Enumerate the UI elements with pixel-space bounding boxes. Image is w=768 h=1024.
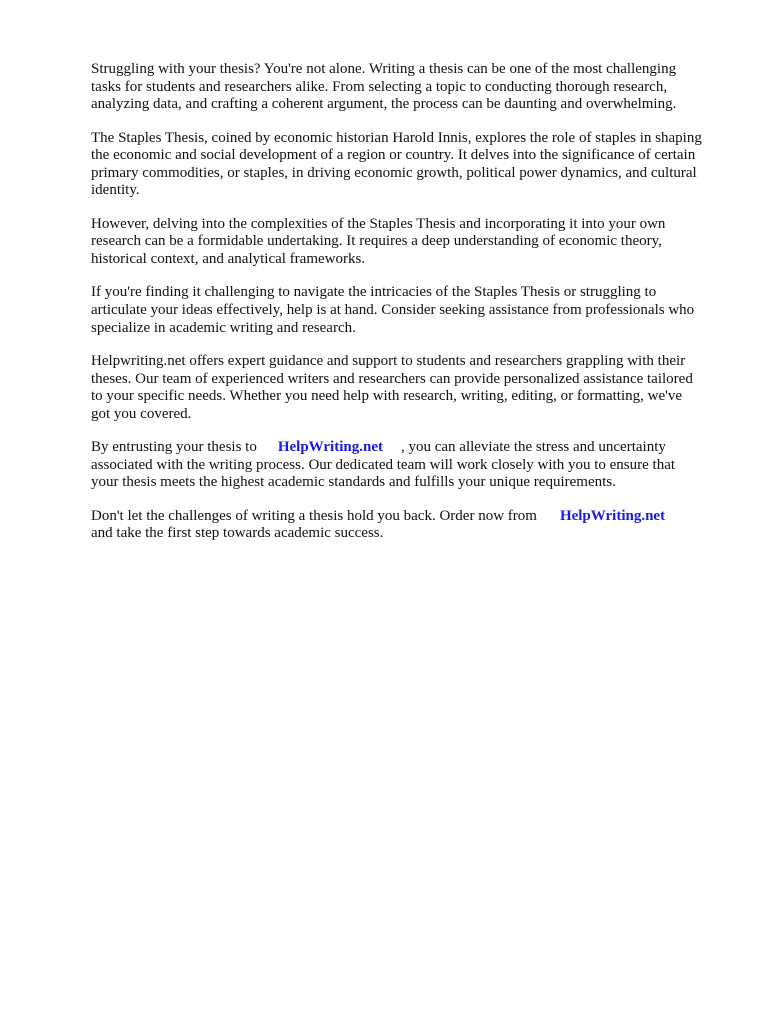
text-line: tasks for students and researchers alike. From selecting a topic to conducting thorough research, <box>91 78 668 95</box>
text-line: research can be a formidable undertaking. It requires a deep understanding of economic theory, <box>91 233 662 250</box>
text-segment: , you can alleviate the stress and uncertainty <box>400 439 666 456</box>
text-line: to your specific needs. Whether you need help with research, writing, editing, or formatting, we've <box>91 388 682 405</box>
text-line: your thesis meets the highest academic standards and fulfills your unique requirements. <box>91 474 616 491</box>
helpwriting-order-link[interactable]: HelpWriting.net <box>559 507 666 524</box>
text-line: Struggling with your thesis? You're not alone. Writing a thesis can be one of the most challenging <box>91 61 677 77</box>
text-line <box>91 508 741 526</box>
text-line: If you're finding it challenging to navigate the intricacies of the Staples Thesis or struggling to <box>91 284 657 301</box>
text-line: theses. Our team of experienced writers and researchers can provide personalized assistance tailored <box>91 370 693 387</box>
paragraph-3 <box>91 216 741 269</box>
text-line: specialize in academic writing and research. <box>91 319 356 336</box>
text-line: However, delving into the complexities of the Staples Thesis and incorporating it into your own <box>91 215 666 232</box>
helpwriting-link[interactable]: HelpWriting.net <box>277 439 383 456</box>
paragraph-1 <box>91 61 741 114</box>
text-line: Helpwriting.net offers expert guidance and support to students and researchers grappling with their <box>91 352 686 369</box>
paragraph-4 <box>91 284 741 337</box>
text-line: identity. <box>91 182 140 199</box>
text-segment: By entrusting your thesis to <box>91 439 257 456</box>
paragraph-5 <box>91 353 741 423</box>
text-line: analyzing data, and crafting a coherent argument, the process can be daunting and overwhelming. <box>91 96 677 113</box>
paragraph-2 <box>91 130 741 200</box>
text-segment: Don't let the challenges of writing a thesis hold you back. Order now from <box>91 507 537 524</box>
text-line: articulate your ideas effectively, help is at hand. Consider seeking assistance from professionals who <box>91 301 695 318</box>
text-line <box>91 439 741 457</box>
document-body <box>91 61 741 559</box>
text-line: historical context, and analytical frameworks. <box>91 250 366 267</box>
text-line: the economic and social development of a region or country. It delves into the significance of certain <box>91 147 696 164</box>
text-line: got you covered. <box>91 405 192 422</box>
paragraph-6 <box>91 439 741 492</box>
text-line: associated with the writing process. Our dedicated team will work closely with you to ensure that <box>91 456 676 473</box>
text-line: The Staples Thesis, coined by economic historian Harold Innis, explores the role of staples in shaping <box>91 129 702 146</box>
text-line: primary commodities, or staples, in driving economic growth, political power dynamics, and cultural <box>91 164 697 181</box>
paragraph-7 <box>91 508 741 543</box>
text-line: and take the first step towards academic success. <box>91 525 384 542</box>
